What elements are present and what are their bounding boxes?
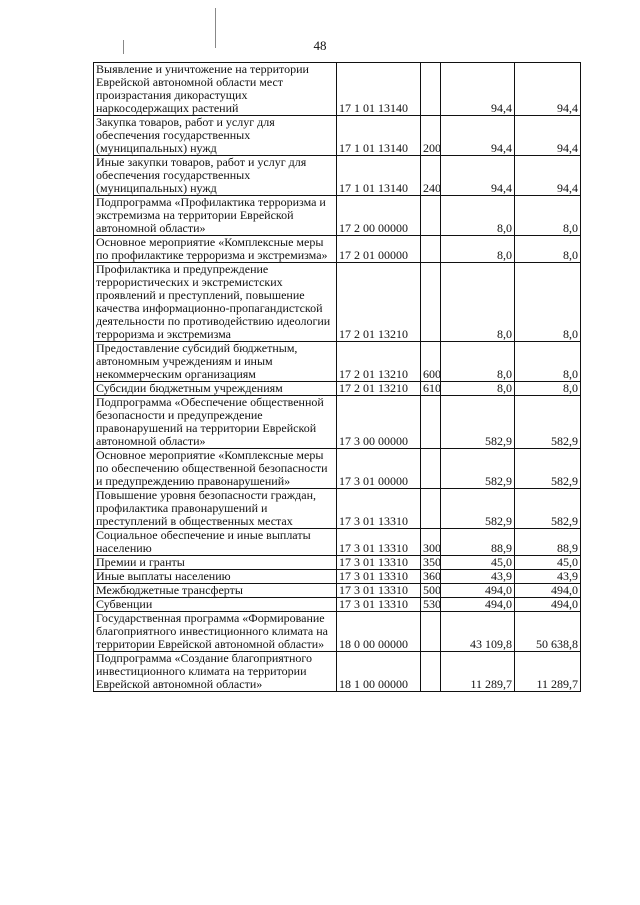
table-row: [94, 263, 581, 342]
expense-type-cell: 200: [421, 116, 441, 156]
amount-year2-cell: 45,0: [515, 556, 581, 570]
budget-table: [93, 62, 581, 692]
amount-year2-cell: 8,0: [515, 196, 581, 236]
target-article-code-cell: 17 2 01 13210: [337, 342, 421, 382]
expense-type-cell: [421, 196, 441, 236]
row-name-cell: Межбюджетные трансферты: [94, 584, 337, 598]
row-name-cell: Подпрограмма «Обеспечение общественной безопасности и предупреждение правонарушений на территории Еврейской автономной области»: [94, 396, 337, 449]
table-row: [94, 342, 581, 382]
amount-year1-cell: 582,9: [441, 449, 515, 489]
target-article-code-cell: 17 3 01 13310: [337, 556, 421, 570]
amount-year2-cell: 582,9: [515, 489, 581, 529]
table-row: [94, 584, 581, 598]
amount-year1-cell: 94,4: [441, 116, 515, 156]
row-name-cell: Закупка товаров, работ и услуг для обеспечения государственных (муниципальных) нужд: [94, 116, 337, 156]
table-row: [94, 652, 581, 692]
page-number: 48: [313, 38, 327, 53]
target-article-code-cell: 17 1 01 13140: [337, 63, 421, 116]
amount-year1-cell: 494,0: [441, 584, 515, 598]
expense-type-cell: [421, 652, 441, 692]
amount-year2-cell: 43,9: [515, 570, 581, 584]
table-row: [94, 236, 581, 263]
amount-year2-cell: 94,4: [515, 63, 581, 116]
table-row: [94, 449, 581, 489]
amount-year2-cell: 8,0: [515, 342, 581, 382]
expense-type-cell: 610: [421, 382, 441, 396]
amount-year1-cell: 88,9: [441, 529, 515, 556]
target-article-code-cell: 17 2 00 00000: [337, 196, 421, 236]
row-name-cell: Повышение уровня безопасности граждан, профилактика правонарушений и преступлений в общественных местах: [94, 489, 337, 529]
expense-type-cell: 360: [421, 570, 441, 584]
expense-type-cell: 350: [421, 556, 441, 570]
row-name-cell: Подпрограмма «Профилактика терроризма и экстремизма на территории Еврейской автономной области»: [94, 196, 337, 236]
amount-year2-cell: 94,4: [515, 116, 581, 156]
expense-type-cell: 300: [421, 529, 441, 556]
expense-type-cell: [421, 396, 441, 449]
row-name-cell: Предоставление субсидий бюджетным, автономным учреждениям и иным некоммерческим организациям: [94, 342, 337, 382]
expense-type-cell: 600: [421, 342, 441, 382]
row-name-cell: Субсидии бюджетным учреждениям: [94, 382, 337, 396]
row-name-cell: Государственная программа «Формирование благоприятного инвестиционного климата на территории Еврейской автономной области»: [94, 612, 337, 652]
target-article-code-cell: 17 1 01 13140: [337, 156, 421, 196]
amount-year2-cell: 50 638,8: [515, 612, 581, 652]
amount-year2-cell: 582,9: [515, 396, 581, 449]
amount-year2-cell: 11 289,7: [515, 652, 581, 692]
expense-type-cell: 240: [421, 156, 441, 196]
amount-year1-cell: 582,9: [441, 396, 515, 449]
row-name-cell: Премии и гранты: [94, 556, 337, 570]
table-row: [94, 156, 581, 196]
amount-year2-cell: 494,0: [515, 584, 581, 598]
amount-year1-cell: 494,0: [441, 598, 515, 612]
amount-year1-cell: 582,9: [441, 489, 515, 529]
amount-year2-cell: 494,0: [515, 598, 581, 612]
row-name-cell: Иные выплаты населению: [94, 570, 337, 584]
target-article-code-cell: 18 0 00 00000: [337, 612, 421, 652]
target-article-code-cell: 17 3 01 13310: [337, 584, 421, 598]
amount-year1-cell: 94,4: [441, 156, 515, 196]
amount-year1-cell: 43,9: [441, 570, 515, 584]
expense-type-cell: 530: [421, 598, 441, 612]
table-row: [94, 612, 581, 652]
target-article-code-cell: 17 3 01 13310: [337, 570, 421, 584]
row-name-cell: Субвенции: [94, 598, 337, 612]
amount-year2-cell: 94,4: [515, 156, 581, 196]
amount-year2-cell: 582,9: [515, 449, 581, 489]
amount-year1-cell: 11 289,7: [441, 652, 515, 692]
expense-type-cell: [421, 612, 441, 652]
amount-year1-cell: 43 109,8: [441, 612, 515, 652]
table-row: [94, 556, 581, 570]
amount-year2-cell: 8,0: [515, 263, 581, 342]
amount-year1-cell: 8,0: [441, 382, 515, 396]
table-row: [94, 489, 581, 529]
amount-year1-cell: 8,0: [441, 236, 515, 263]
table-row: [94, 396, 581, 449]
target-article-code-cell: 18 1 00 00000: [337, 652, 421, 692]
table-row: [94, 570, 581, 584]
expense-type-cell: [421, 489, 441, 529]
target-article-code-cell: 17 3 00 00000: [337, 396, 421, 449]
target-article-code-cell: 17 3 01 13310: [337, 529, 421, 556]
expense-type-cell: 500: [421, 584, 441, 598]
table-row: [94, 598, 581, 612]
table-row: [94, 63, 581, 116]
row-name-cell: Выявление и уничтожение на территории Еврейской автономной области мест произрастания дикорастущих наркосодержащих растений: [94, 63, 337, 116]
target-article-code-cell: 17 1 01 13140: [337, 116, 421, 156]
amount-year2-cell: 8,0: [515, 382, 581, 396]
amount-year2-cell: 88,9: [515, 529, 581, 556]
target-article-code-cell: 17 2 01 13210: [337, 382, 421, 396]
target-article-code-cell: 17 2 01 13210: [337, 263, 421, 342]
amount-year1-cell: 8,0: [441, 342, 515, 382]
target-article-code-cell: 17 3 01 13310: [337, 598, 421, 612]
expense-type-cell: [421, 449, 441, 489]
row-name-cell: Социальное обеспечение и иные выплаты населению: [94, 529, 337, 556]
amount-year1-cell: 94,4: [441, 63, 515, 116]
amount-year1-cell: 45,0: [441, 556, 515, 570]
table-row: [94, 382, 581, 396]
row-name-cell: Профилактика и предупреждение террористических и экстремистских проявлений и преступлений, повышение качества информационно-пропагандистской деятельности по противодействию идеологии терроризма и экстремизма: [94, 263, 337, 342]
expense-type-cell: [421, 236, 441, 263]
row-name-cell: Основное мероприятие «Комплексные меры по профилактике терроризма и экстремизма»: [94, 236, 337, 263]
amount-year1-cell: 8,0: [441, 263, 515, 342]
target-article-code-cell: 17 3 01 00000: [337, 449, 421, 489]
table-row: [94, 196, 581, 236]
table-row: [94, 529, 581, 556]
amount-year1-cell: 8,0: [441, 196, 515, 236]
target-article-code-cell: 17 3 01 13310: [337, 489, 421, 529]
expense-type-cell: [421, 63, 441, 116]
row-name-cell: Основное мероприятие «Комплексные меры по обеспечению общественной безопасности и предупреждению правонарушений»: [94, 449, 337, 489]
row-name-cell: Подпрограмма «Создание благоприятного инвестиционного климата на территории Еврейской автономной области»: [94, 652, 337, 692]
amount-year2-cell: 8,0: [515, 236, 581, 263]
table-row: [94, 116, 581, 156]
row-name-cell: Иные закупки товаров, работ и услуг для обеспечения государственных (муниципальных) нужд: [94, 156, 337, 196]
expense-type-cell: [421, 263, 441, 342]
target-article-code-cell: 17 2 01 00000: [337, 236, 421, 263]
